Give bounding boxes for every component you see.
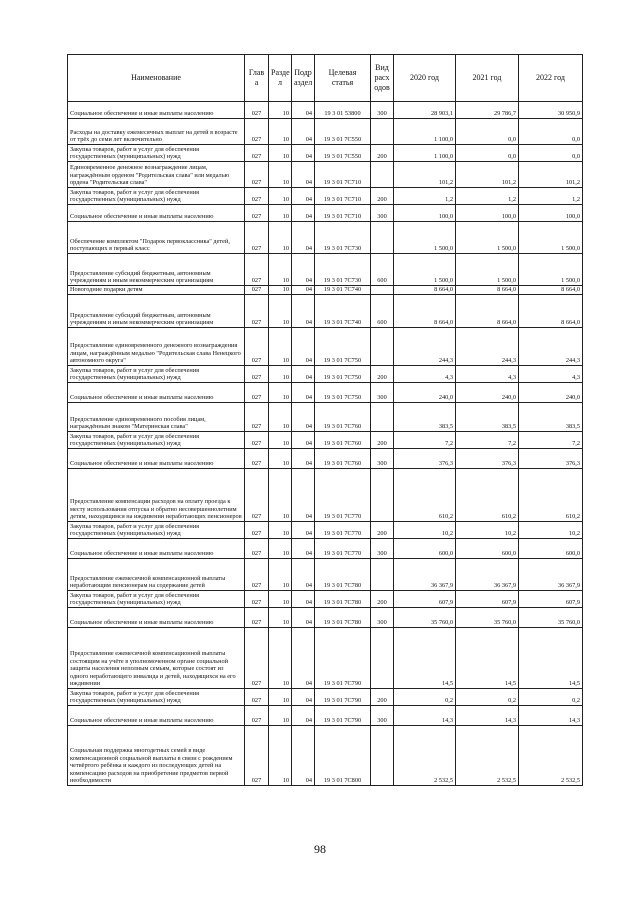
cell-target-article: 19 3 01 7С790 bbox=[315, 689, 371, 706]
table-row bbox=[68, 608, 583, 628]
cell-2020: 4,3 bbox=[394, 366, 456, 383]
cell-2020: 607,9 bbox=[394, 591, 456, 608]
cell-name: Предоставление единовременного пособия лицам, награждённым знаком "Материнская слава" bbox=[68, 403, 245, 432]
cell-target-article: 19 3 01 7С740 bbox=[315, 295, 371, 328]
cell-target-article: 19 3 01 7С710 bbox=[315, 188, 371, 205]
cell-2020: 14,5 bbox=[394, 628, 456, 689]
cell-2021: 244,3 bbox=[456, 328, 519, 366]
cell-podrazdel: 04 bbox=[292, 162, 315, 188]
cell-expense-type: 300 bbox=[371, 205, 394, 222]
cell-glava: 027 bbox=[245, 706, 269, 726]
cell-glava: 027 bbox=[245, 162, 269, 188]
cell-2022: 8 664,0 bbox=[519, 295, 583, 328]
cell-expense-type: 300 bbox=[371, 539, 394, 559]
cell-podrazdel: 04 bbox=[292, 205, 315, 222]
cell-name: Предоставление субсидий бюджетным, автономным учреждениям и иным некоммерческим организациям bbox=[68, 254, 245, 286]
cell-podrazdel: 04 bbox=[292, 539, 315, 559]
cell-razdel: 10 bbox=[269, 145, 292, 162]
cell-2020: 383,5 bbox=[394, 403, 456, 432]
cell-glava: 027 bbox=[245, 119, 269, 145]
cell-podrazdel: 04 bbox=[292, 222, 315, 254]
cell-glava: 027 bbox=[245, 628, 269, 689]
table-row bbox=[68, 689, 583, 706]
cell-2022: 244,3 bbox=[519, 328, 583, 366]
cell-2020: 8 664,0 bbox=[394, 295, 456, 328]
cell-glava: 027 bbox=[245, 403, 269, 432]
cell-razdel: 10 bbox=[269, 591, 292, 608]
cell-2021: 10,2 bbox=[456, 522, 519, 539]
cell-razdel: 10 bbox=[269, 449, 292, 469]
cell-name: Закупка товаров, работ и услуг для обеспечения государственных (муниципальных) нужд bbox=[68, 145, 245, 162]
cell-podrazdel: 04 bbox=[292, 628, 315, 689]
cell-2020: 100,0 bbox=[394, 205, 456, 222]
header-2022: 2022 год bbox=[519, 55, 583, 102]
table-row bbox=[68, 383, 583, 403]
budget-table bbox=[67, 54, 583, 786]
cell-podrazdel: 04 bbox=[292, 286, 315, 295]
cell-name: Закупка товаров, работ и услуг для обеспечения государственных (муниципальных) нужд bbox=[68, 591, 245, 608]
header-podrazdel: Подр аздел bbox=[292, 55, 315, 102]
cell-glava: 027 bbox=[245, 449, 269, 469]
table-row bbox=[68, 432, 583, 449]
cell-name: Единовременное денежное вознаграждение лицам, награждённым орденом "Родительская слава" или медалью ордена "Родительская слава" bbox=[68, 162, 245, 188]
table-row bbox=[68, 145, 583, 162]
cell-podrazdel: 04 bbox=[292, 522, 315, 539]
cell-target-article: 19 3 01 7С730 bbox=[315, 254, 371, 286]
cell-target-article: 19 3 01 7С790 bbox=[315, 628, 371, 689]
cell-podrazdel: 04 bbox=[292, 102, 315, 119]
header-2020: 2020 год bbox=[394, 55, 456, 102]
cell-2020: 244,3 bbox=[394, 328, 456, 366]
cell-name: Предоставление субсидий бюджетным, автономным учреждениям и иным некоммерческим организациям bbox=[68, 295, 245, 328]
cell-2020: 0,2 bbox=[394, 689, 456, 706]
cell-2021: 383,5 bbox=[456, 403, 519, 432]
table-row bbox=[68, 188, 583, 205]
table-row bbox=[68, 628, 583, 689]
cell-razdel: 10 bbox=[269, 188, 292, 205]
cell-2020: 101,2 bbox=[394, 162, 456, 188]
cell-2022: 600,0 bbox=[519, 539, 583, 559]
cell-2020: 1,2 bbox=[394, 188, 456, 205]
cell-2021: 600,0 bbox=[456, 539, 519, 559]
cell-podrazdel: 04 bbox=[292, 689, 315, 706]
cell-glava: 027 bbox=[245, 539, 269, 559]
cell-2021: 1 500,0 bbox=[456, 254, 519, 286]
cell-2021: 35 760,0 bbox=[456, 608, 519, 628]
cell-2022: 2 532,5 bbox=[519, 726, 583, 786]
table-row bbox=[68, 522, 583, 539]
cell-2021: 100,0 bbox=[456, 205, 519, 222]
cell-razdel: 10 bbox=[269, 522, 292, 539]
cell-name: Социальное обеспечение и иные выплаты населению bbox=[68, 706, 245, 726]
table-row bbox=[68, 295, 583, 328]
table-row bbox=[68, 205, 583, 222]
cell-2021: 14,5 bbox=[456, 628, 519, 689]
table-row bbox=[68, 102, 583, 119]
cell-2021: 8 664,0 bbox=[456, 295, 519, 328]
cell-2022: 36 367,9 bbox=[519, 559, 583, 591]
cell-razdel: 10 bbox=[269, 706, 292, 726]
cell-glava: 027 bbox=[245, 366, 269, 383]
cell-podrazdel: 04 bbox=[292, 188, 315, 205]
cell-podrazdel: 04 bbox=[292, 383, 315, 403]
cell-2020: 10,2 bbox=[394, 522, 456, 539]
cell-2020: 28 903,1 bbox=[394, 102, 456, 119]
cell-name: Социальное обеспечение и иные выплаты населению bbox=[68, 205, 245, 222]
cell-expense-type: 200 bbox=[371, 145, 394, 162]
table-row bbox=[68, 539, 583, 559]
cell-podrazdel: 04 bbox=[292, 608, 315, 628]
cell-2020: 1 100,0 bbox=[394, 119, 456, 145]
cell-2021: 8 664,0 bbox=[456, 286, 519, 295]
cell-2020: 8 664,0 bbox=[394, 286, 456, 295]
cell-name: Предоставление ежемесячной компенсационной выплаты состоящим на учёте в уполномоченном органе социальной защиты населения неполным семьям, которые состоят из одного неработающего инвалида и детей, находящихся на его иждивении bbox=[68, 628, 245, 689]
cell-name: Закупка товаров, работ и услуг для обеспечения государственных (муниципальных) нужд bbox=[68, 188, 245, 205]
cell-2022: 0,0 bbox=[519, 145, 583, 162]
cell-2020: 14,3 bbox=[394, 706, 456, 726]
cell-expense-type bbox=[371, 403, 394, 432]
cell-razdel: 10 bbox=[269, 469, 292, 522]
table-row bbox=[68, 222, 583, 254]
cell-expense-type: 300 bbox=[371, 706, 394, 726]
cell-expense-type bbox=[371, 222, 394, 254]
cell-razdel: 10 bbox=[269, 366, 292, 383]
cell-podrazdel: 04 bbox=[292, 469, 315, 522]
cell-2022: 30 950,9 bbox=[519, 102, 583, 119]
cell-2022: 1,2 bbox=[519, 188, 583, 205]
cell-razdel: 10 bbox=[269, 628, 292, 689]
cell-2020: 1 500,0 bbox=[394, 222, 456, 254]
table-row bbox=[68, 591, 583, 608]
cell-expense-type: 600 bbox=[371, 295, 394, 328]
cell-name: Новогодние подарки детям bbox=[68, 286, 245, 295]
cell-glava: 027 bbox=[245, 608, 269, 628]
cell-glava: 027 bbox=[245, 689, 269, 706]
cell-2021: 1,2 bbox=[456, 188, 519, 205]
table-row bbox=[68, 119, 583, 145]
cell-name: Социальное обеспечение и иные выплаты населению bbox=[68, 449, 245, 469]
cell-2020: 35 760,0 bbox=[394, 608, 456, 628]
cell-target-article: 19 3 01 7С770 bbox=[315, 522, 371, 539]
cell-name: Обеспечение комплектом "Подарок первоклассника" детей, поступающих в первый класс bbox=[68, 222, 245, 254]
cell-podrazdel: 04 bbox=[292, 449, 315, 469]
cell-razdel: 10 bbox=[269, 726, 292, 786]
cell-expense-type bbox=[371, 328, 394, 366]
cell-razdel: 10 bbox=[269, 539, 292, 559]
cell-2022: 607,9 bbox=[519, 591, 583, 608]
cell-target-article: 19 3 01 7С800 bbox=[315, 726, 371, 786]
cell-2021: 607,9 bbox=[456, 591, 519, 608]
cell-name: Закупка товаров, работ и услуг для обеспечения государственных (муниципальных) нужд bbox=[68, 689, 245, 706]
cell-glava: 027 bbox=[245, 205, 269, 222]
page-number: 98 bbox=[314, 842, 326, 856]
cell-target-article: 19 3 01 7С750 bbox=[315, 366, 371, 383]
table-row bbox=[68, 706, 583, 726]
cell-2022: 240,0 bbox=[519, 383, 583, 403]
cell-target-article: 19 3 01 7С790 bbox=[315, 706, 371, 726]
cell-2021: 610,2 bbox=[456, 469, 519, 522]
cell-glava: 027 bbox=[245, 188, 269, 205]
cell-razdel: 10 bbox=[269, 328, 292, 366]
cell-2022: 101,2 bbox=[519, 162, 583, 188]
cell-razdel: 10 bbox=[269, 254, 292, 286]
cell-target-article: 19 3 01 7С780 bbox=[315, 559, 371, 591]
cell-name: Предоставление единовременного денежного вознаграждения лицам, награждённым медалью "Родительская слава Ненецкого автономного округа" bbox=[68, 328, 245, 366]
cell-glava: 027 bbox=[245, 469, 269, 522]
cell-name: Социальное обеспечение и иные выплаты населению bbox=[68, 383, 245, 403]
cell-glava: 027 bbox=[245, 145, 269, 162]
cell-expense-type: 300 bbox=[371, 449, 394, 469]
cell-target-article: 19 3 01 7С750 bbox=[315, 328, 371, 366]
cell-2022: 376,3 bbox=[519, 449, 583, 469]
cell-name: Предоставление ежемесячной компенсационной выплаты неработающим пенсионерам на содержание детей bbox=[68, 559, 245, 591]
cell-2020: 1 500,0 bbox=[394, 254, 456, 286]
table-row bbox=[68, 162, 583, 188]
cell-name: Закупка товаров, работ и услуг для обеспечения государственных (муниципальных) нужд bbox=[68, 432, 245, 449]
cell-glava: 027 bbox=[245, 522, 269, 539]
cell-glava: 027 bbox=[245, 559, 269, 591]
cell-razdel: 10 bbox=[269, 432, 292, 449]
cell-podrazdel: 04 bbox=[292, 145, 315, 162]
cell-expense-type: 200 bbox=[371, 432, 394, 449]
table-row bbox=[68, 328, 583, 366]
cell-expense-type bbox=[371, 559, 394, 591]
cell-2022: 383,5 bbox=[519, 403, 583, 432]
header-target-article: Целевая статья bbox=[315, 55, 371, 102]
cell-name: Закупка товаров, работ и услуг для обеспечения государственных (муниципальных) нужд bbox=[68, 366, 245, 383]
cell-razdel: 10 bbox=[269, 222, 292, 254]
cell-razdel: 10 bbox=[269, 205, 292, 222]
cell-expense-type: 300 bbox=[371, 383, 394, 403]
cell-razdel: 10 bbox=[269, 608, 292, 628]
cell-2022: 1 500,0 bbox=[519, 222, 583, 254]
cell-expense-type bbox=[371, 286, 394, 295]
cell-target-article: 19 3 01 7С760 bbox=[315, 449, 371, 469]
cell-glava: 027 bbox=[245, 383, 269, 403]
cell-target-article: 19 3 01 7С550 bbox=[315, 145, 371, 162]
cell-glava: 027 bbox=[245, 726, 269, 786]
cell-glava: 027 bbox=[245, 328, 269, 366]
table-row bbox=[68, 559, 583, 591]
table-header-row bbox=[68, 55, 583, 102]
cell-razdel: 10 bbox=[269, 689, 292, 706]
cell-2022: 14,5 bbox=[519, 628, 583, 689]
cell-2020: 610,2 bbox=[394, 469, 456, 522]
table-row bbox=[68, 286, 583, 295]
cell-expense-type bbox=[371, 469, 394, 522]
cell-name: Предоставление компенсации расходов на оплату проезда к месту использования отпуска и обратно несовершеннолетним детям, находящимся на иждивении неработающих пенсионеров bbox=[68, 469, 245, 522]
cell-2022: 0,2 bbox=[519, 689, 583, 706]
cell-2022: 610,2 bbox=[519, 469, 583, 522]
cell-glava: 027 bbox=[245, 432, 269, 449]
cell-target-article: 19 3 01 7С710 bbox=[315, 162, 371, 188]
table-row bbox=[68, 366, 583, 383]
cell-2020: 2 532,5 bbox=[394, 726, 456, 786]
cell-target-article: 19 3 01 53800 bbox=[315, 102, 371, 119]
cell-expense-type: 200 bbox=[371, 689, 394, 706]
header-razdel: Разде л bbox=[269, 55, 292, 102]
cell-expense-type bbox=[371, 726, 394, 786]
cell-target-article: 19 3 01 7С760 bbox=[315, 403, 371, 432]
cell-expense-type: 200 bbox=[371, 366, 394, 383]
cell-podrazdel: 04 bbox=[292, 295, 315, 328]
cell-podrazdel: 04 bbox=[292, 366, 315, 383]
cell-2021: 2 532,5 bbox=[456, 726, 519, 786]
budget-table-container bbox=[67, 54, 582, 786]
cell-2021: 1 500,0 bbox=[456, 222, 519, 254]
cell-podrazdel: 04 bbox=[292, 591, 315, 608]
cell-2021: 36 367,9 bbox=[456, 559, 519, 591]
cell-2022: 7,2 bbox=[519, 432, 583, 449]
cell-name: Социальная поддержка многодетных семей в виде компенсационной социальной выплаты в связи с рождением четвёртого ребёнка и каждого из последующих детей на компенсацию расходов на приобретение предметов первой необходимости bbox=[68, 726, 245, 786]
cell-2020: 1 100,0 bbox=[394, 145, 456, 162]
cell-expense-type: 200 bbox=[371, 522, 394, 539]
cell-target-article: 19 3 01 7С770 bbox=[315, 469, 371, 522]
cell-target-article: 19 3 01 7С750 bbox=[315, 383, 371, 403]
cell-expense-type: 300 bbox=[371, 608, 394, 628]
cell-podrazdel: 04 bbox=[292, 119, 315, 145]
cell-glava: 027 bbox=[245, 286, 269, 295]
header-expense-type: Вид расх одов bbox=[371, 55, 394, 102]
cell-2020: 600,0 bbox=[394, 539, 456, 559]
cell-podrazdel: 04 bbox=[292, 726, 315, 786]
cell-glava: 027 bbox=[245, 295, 269, 328]
cell-name: Социальное обеспечение и иные выплаты населению bbox=[68, 539, 245, 559]
cell-podrazdel: 04 bbox=[292, 706, 315, 726]
cell-2022: 4,3 bbox=[519, 366, 583, 383]
cell-razdel: 10 bbox=[269, 286, 292, 295]
cell-2022: 100,0 bbox=[519, 205, 583, 222]
cell-2022: 1 500,0 bbox=[519, 254, 583, 286]
table-row bbox=[68, 469, 583, 522]
cell-expense-type bbox=[371, 162, 394, 188]
cell-2021: 0,0 bbox=[456, 119, 519, 145]
cell-glava: 027 bbox=[245, 591, 269, 608]
header-2021: 2021 год bbox=[456, 55, 519, 102]
table-body bbox=[68, 102, 583, 786]
cell-target-article: 19 3 01 7С780 bbox=[315, 608, 371, 628]
cell-2020: 7,2 bbox=[394, 432, 456, 449]
cell-name: Социальное обеспечение и иные выплаты населению bbox=[68, 608, 245, 628]
cell-target-article: 19 3 01 7С550 bbox=[315, 119, 371, 145]
cell-2021: 0,2 bbox=[456, 689, 519, 706]
cell-expense-type: 200 bbox=[371, 591, 394, 608]
cell-name: Закупка товаров, работ и услуг для обеспечения государственных (муниципальных) нужд bbox=[68, 522, 245, 539]
cell-podrazdel: 04 bbox=[292, 328, 315, 366]
cell-target-article: 19 3 01 7С780 bbox=[315, 591, 371, 608]
cell-2021: 376,3 bbox=[456, 449, 519, 469]
cell-2020: 36 367,9 bbox=[394, 559, 456, 591]
header-name: Наименование bbox=[68, 55, 245, 102]
table-row bbox=[68, 254, 583, 286]
cell-expense-type: 600 bbox=[371, 254, 394, 286]
cell-razdel: 10 bbox=[269, 102, 292, 119]
cell-expense-type bbox=[371, 119, 394, 145]
cell-target-article: 19 3 01 7С730 bbox=[315, 222, 371, 254]
cell-2022: 14,3 bbox=[519, 706, 583, 726]
cell-expense-type: 300 bbox=[371, 102, 394, 119]
cell-2021: 14,3 bbox=[456, 706, 519, 726]
table-row bbox=[68, 726, 583, 786]
cell-name: Расходы на доставку ежемесячных выплат на детей в возрасте от трёх до семи лет включительно bbox=[68, 119, 245, 145]
cell-podrazdel: 04 bbox=[292, 432, 315, 449]
cell-2022: 8 664,0 bbox=[519, 286, 583, 295]
cell-target-article: 19 3 01 7С770 bbox=[315, 539, 371, 559]
cell-expense-type bbox=[371, 628, 394, 689]
cell-razdel: 10 bbox=[269, 295, 292, 328]
cell-2022: 35 760,0 bbox=[519, 608, 583, 628]
cell-razdel: 10 bbox=[269, 403, 292, 432]
cell-2021: 4,3 bbox=[456, 366, 519, 383]
cell-razdel: 10 bbox=[269, 119, 292, 145]
cell-2021: 101,2 bbox=[456, 162, 519, 188]
cell-razdel: 10 bbox=[269, 383, 292, 403]
cell-2020: 240,0 bbox=[394, 383, 456, 403]
cell-2021: 29 786,7 bbox=[456, 102, 519, 119]
cell-glava: 027 bbox=[245, 254, 269, 286]
cell-target-article: 19 3 01 7С740 bbox=[315, 286, 371, 295]
cell-2022: 10,2 bbox=[519, 522, 583, 539]
cell-2020: 376,3 bbox=[394, 449, 456, 469]
cell-razdel: 10 bbox=[269, 559, 292, 591]
table-row bbox=[68, 449, 583, 469]
cell-2022: 0,0 bbox=[519, 119, 583, 145]
table-row bbox=[68, 403, 583, 432]
header-glava: Глав а bbox=[245, 55, 269, 102]
cell-2021: 7,2 bbox=[456, 432, 519, 449]
cell-razdel: 10 bbox=[269, 162, 292, 188]
cell-name: Социальное обеспечение и иные выплаты населению bbox=[68, 102, 245, 119]
cell-2021: 240,0 bbox=[456, 383, 519, 403]
cell-glava: 027 bbox=[245, 102, 269, 119]
cell-target-article: 19 3 01 7С760 bbox=[315, 432, 371, 449]
cell-glava: 027 bbox=[245, 222, 269, 254]
cell-podrazdel: 04 bbox=[292, 403, 315, 432]
cell-expense-type: 200 bbox=[371, 188, 394, 205]
cell-2021: 0,0 bbox=[456, 145, 519, 162]
cell-podrazdel: 04 bbox=[292, 559, 315, 591]
cell-podrazdel: 04 bbox=[292, 254, 315, 286]
cell-target-article: 19 3 01 7С710 bbox=[315, 205, 371, 222]
